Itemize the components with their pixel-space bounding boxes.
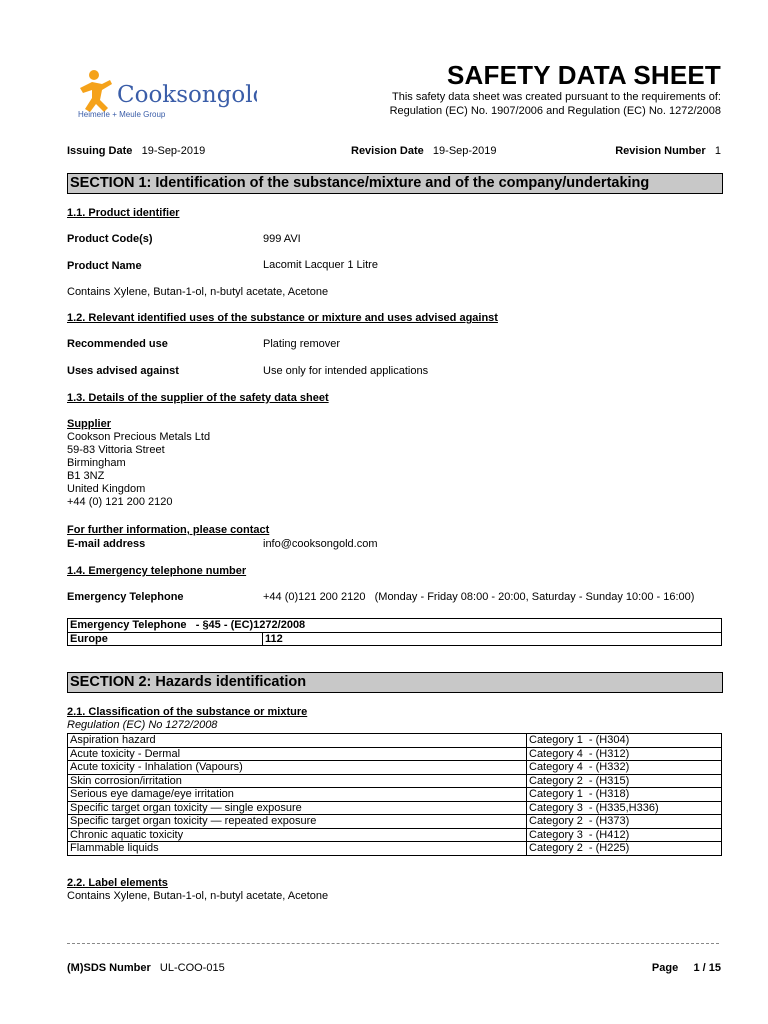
product-code-label: Product Code(s) (67, 233, 153, 245)
page-number (652, 962, 721, 975)
supplier-address (67, 431, 210, 509)
label-elements-contains: Contains Xylene, Butan-1-ol, n-butyl acetate, Acetone (67, 890, 329, 902)
subsection-1-2-title: 1.2. Relevant identified uses of the substance or mixture and uses advised against (67, 312, 498, 324)
page-value: 1 / 15 (693, 962, 721, 974)
supplier-line: 59-83 Vittoria Street (67, 444, 165, 456)
table-row (68, 632, 722, 646)
hazard-category-cell: Category 2 - (H225) (527, 842, 722, 856)
supplier-line: Birmingham (67, 457, 126, 469)
hazard-name-cell: Aspiration hazard (68, 734, 527, 748)
hazard-classification-table (67, 733, 722, 856)
hazard-category-cell: Category 1 - (H318) (527, 788, 722, 802)
revision-number-label: Revision Number (615, 145, 706, 157)
hazard-name-cell: Specific target organ toxicity — single exposure (68, 801, 527, 815)
supplier-line: B1 3NZ (67, 470, 105, 482)
sds-number (67, 962, 225, 975)
footer-divider (67, 943, 719, 944)
table-row (68, 734, 722, 748)
further-info-label: For further information, please contact (67, 524, 270, 536)
contains-text: Contains Xylene, Butan-1-ol, n-butyl acetate, Acetone (67, 286, 329, 298)
logo-text: Cooksongold (117, 82, 257, 108)
recommended-use-value: Plating remover (263, 338, 341, 350)
section-1-heading: SECTION 1: Identification of the substance/mixture and of the company/undertaking (67, 173, 723, 194)
regulation-text: Regulation (EC) No 1272/2008 (67, 719, 218, 731)
company-logo (72, 66, 257, 126)
table-row (68, 747, 722, 761)
email-value[interactable]: info@cooksongold.com (263, 538, 378, 550)
subsection-2-1-title: 2.1. Classification of the substance or mixture (67, 706, 308, 718)
hazard-category-cell: Category 3 - (H412) (527, 828, 722, 842)
hazard-category-cell: Category 4 - (H312) (527, 747, 722, 761)
table-row (68, 788, 722, 802)
email-label: E-mail address (67, 538, 146, 550)
emergency-telephone-table (67, 618, 722, 646)
table-row (68, 619, 722, 633)
sds-number-label: (M)SDS Number (67, 962, 151, 974)
revision-date (351, 145, 497, 158)
hazard-name-cell: Specific target organ toxicity — repeated exposure (68, 815, 527, 829)
product-name-value: Lacomit Lacquer 1 Litre (263, 259, 378, 271)
subtitle-line-2: Regulation (EC) No. 1907/2006 and Regulation (EC) No. 1272/2008 (389, 105, 721, 117)
subtitle-line-1: This safety data sheet was created pursuant to the requirements of: (392, 91, 721, 103)
document-title: SAFETY DATA SHEET (446, 60, 721, 90)
table-row (68, 774, 722, 788)
hazard-name-cell: Acute toxicity - Dermal (68, 747, 527, 761)
issuing-date (67, 145, 205, 158)
table-row (68, 828, 722, 842)
table-cell: Europe (68, 632, 263, 646)
table-row (68, 801, 722, 815)
hazard-name-cell: Acute toxicity - Inhalation (Vapours) (68, 761, 527, 775)
issuing-date-label: Issuing Date (67, 145, 133, 157)
sds-number-value: UL-COO-015 (159, 962, 225, 974)
emergency-telephone-value: +44 (0)121 200 2120 (Monday - Friday 08:00 - 20:00, Saturday - Sunday 10:00 - 16:00) (263, 591, 695, 603)
page-label: Page (651, 962, 679, 974)
hazard-category-cell: Category 1 - (H304) (527, 734, 722, 748)
revision-number-value: 1 (714, 145, 721, 157)
hazard-name-cell: Skin corrosion/irritation (68, 774, 527, 788)
product-name-label: Product Name (67, 260, 142, 272)
table-row (68, 761, 722, 775)
logo-subtext: Heimerle + Meule Group (78, 110, 166, 119)
hazard-category-cell: Category 3 - (H335,H336) (527, 801, 722, 815)
supplier-label: Supplier (67, 418, 112, 430)
table-row (68, 815, 722, 829)
hazard-name-cell: Serious eye damage/eye irritation (68, 788, 527, 802)
hazard-name-cell: Chronic aquatic toxicity (68, 828, 527, 842)
hazard-category-cell: Category 2 - (H315) (527, 774, 722, 788)
hazard-name-cell: Flammable liquids (68, 842, 527, 856)
revision-date-value: 19-Sep-2019 (432, 145, 497, 157)
subsection-1-3-title: 1.3. Details of the supplier of the safety data sheet (67, 392, 329, 404)
cooksongold-logo-icon (72, 66, 257, 126)
table-cell: 112 (263, 632, 722, 646)
subsection-2-2-title: 2.2. Label elements (67, 877, 168, 889)
product-code-value: 999 AVI (263, 233, 301, 245)
uses-advised-against-value: Use only for intended applications (263, 365, 429, 377)
uses-advised-against-label: Uses advised against (67, 365, 179, 377)
subsection-1-1-title: 1.1. Product identifier (67, 207, 180, 219)
table-row (68, 842, 722, 856)
revision-date-label: Revision Date (351, 145, 424, 157)
section-2-heading: SECTION 2: Hazards identification (67, 672, 723, 693)
supplier-line: +44 (0) 121 200 2120 (67, 496, 173, 508)
supplier-line: United Kingdom (67, 483, 146, 495)
hazard-category-cell: Category 4 - (H332) (527, 761, 722, 775)
subsection-1-4-title: 1.4. Emergency telephone number (67, 565, 247, 577)
emergency-telephone-label: Emergency Telephone (67, 591, 184, 603)
revision-number (615, 145, 721, 158)
hazard-category-cell: Category 2 - (H373) (527, 815, 722, 829)
recommended-use-label: Recommended use (67, 338, 168, 350)
supplier-line: Cookson Precious Metals Ltd (67, 431, 211, 443)
issuing-date-value: 19-Sep-2019 (141, 145, 206, 157)
table-header-cell: Emergency Telephone - §45 - (EC)1272/2008 (68, 619, 722, 633)
